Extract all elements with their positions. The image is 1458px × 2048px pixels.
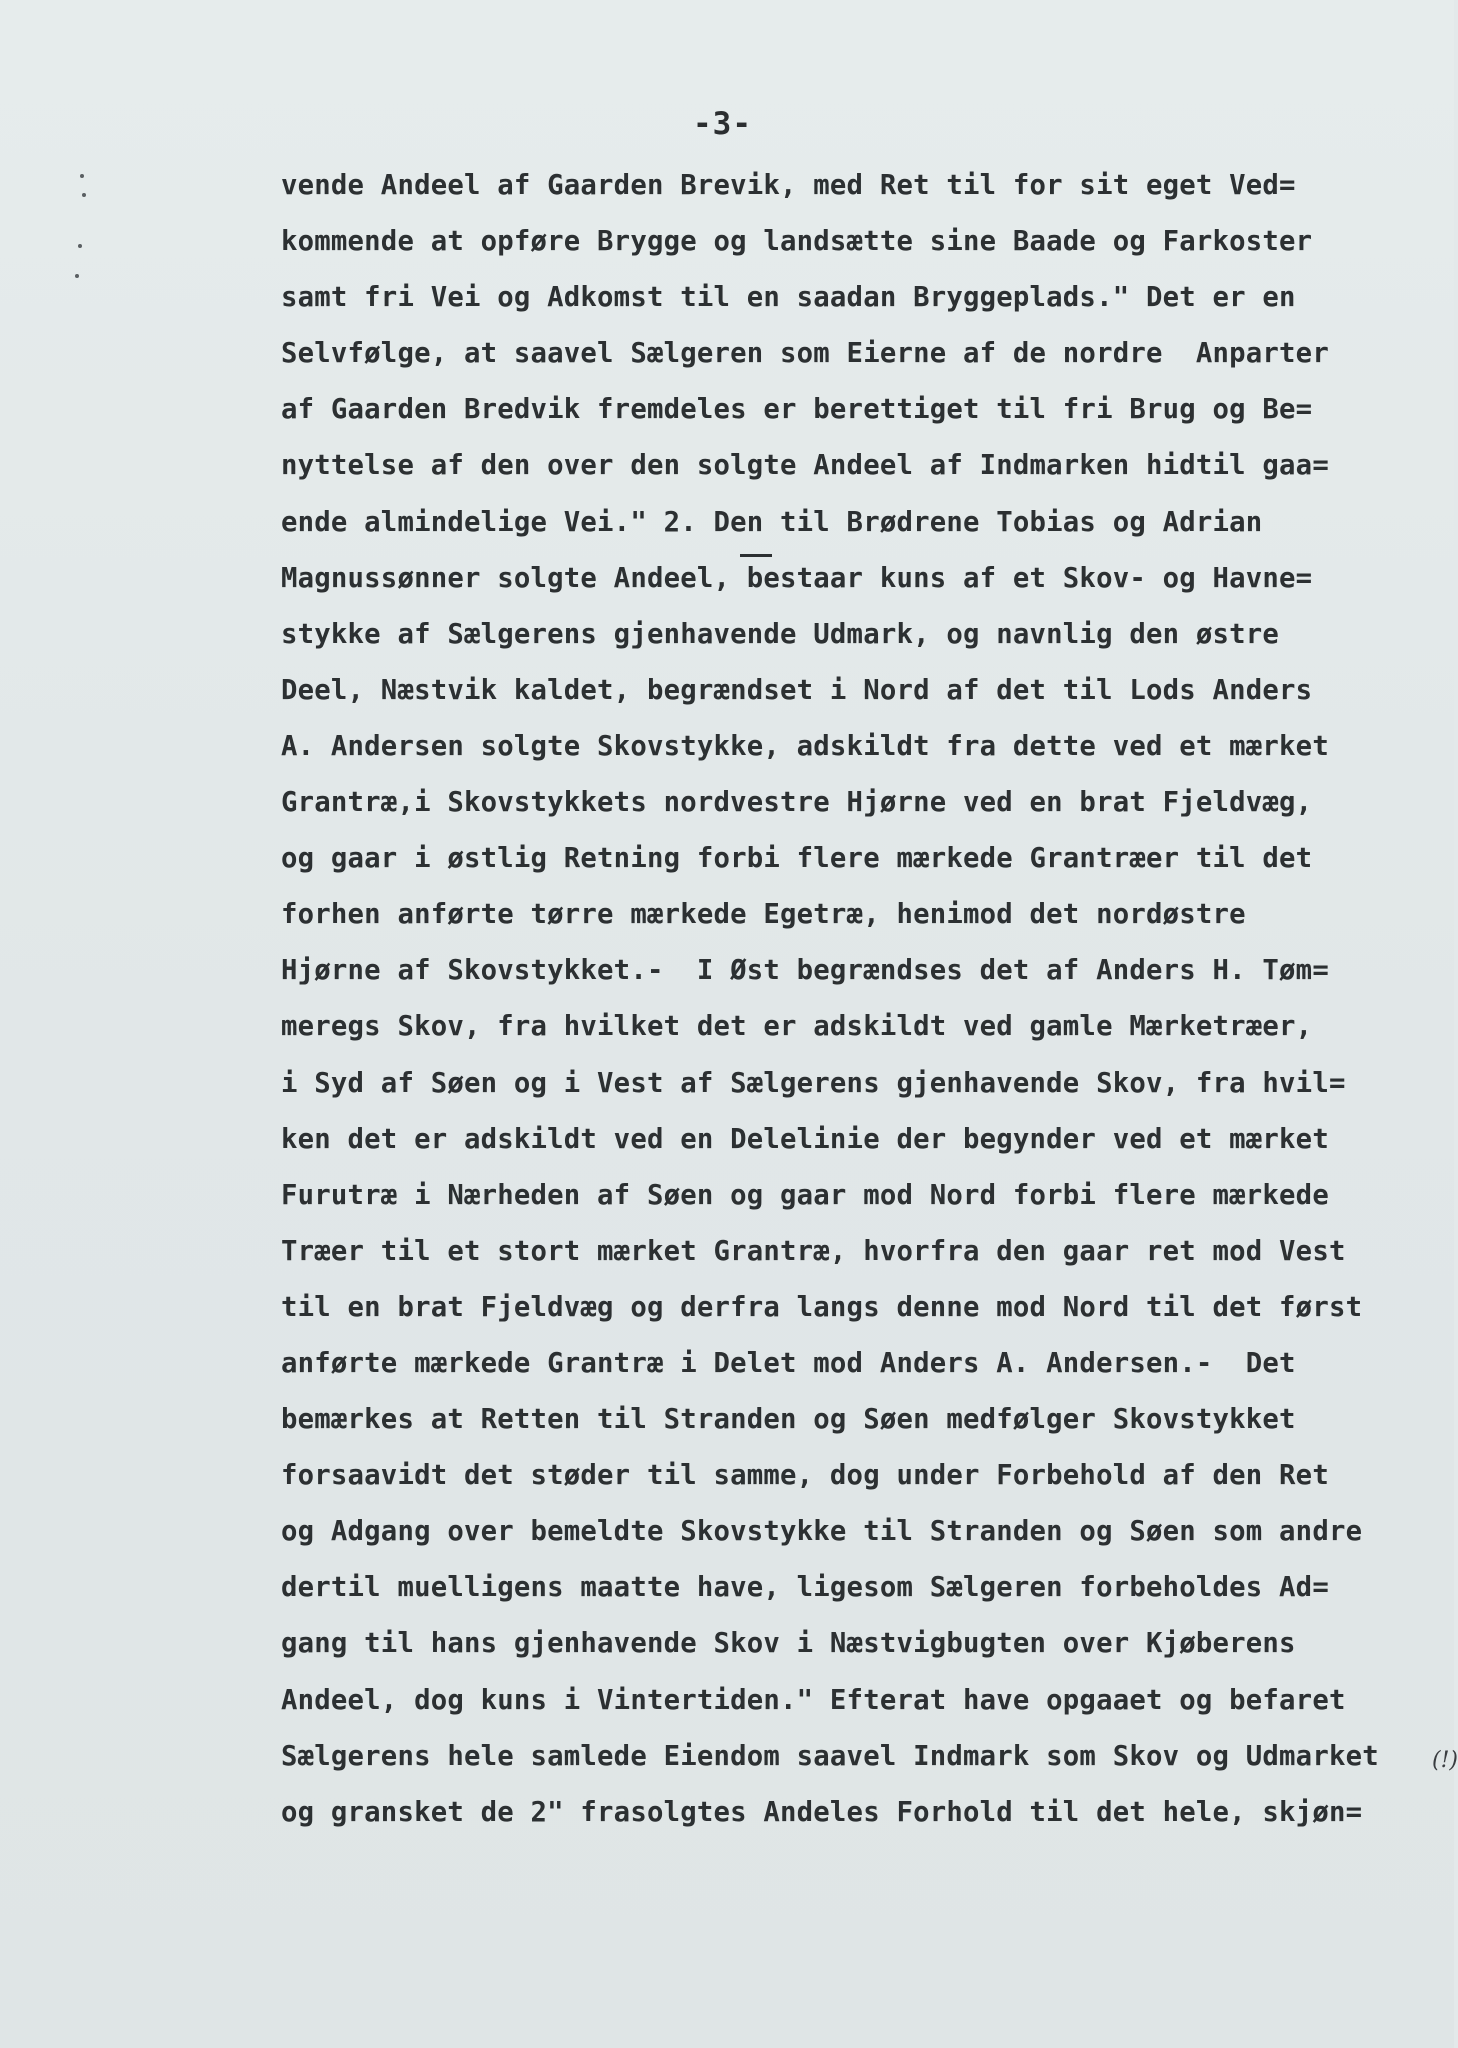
text-line: og gransket de 2" frasolgtes Andeles Forhold til det hele, skjøn= [281,1796,1363,1828]
text-line: samt fri Vei og Adkomst til en saadan Bryggeplads." Det er en [281,282,1296,314]
text-line: Magnussønner solgte Andeel, bestaar kuns af et Skov- og Havne= [281,562,1313,594]
text-line: ken det er adskildt ved en Delelinie der begynder ved et mærket [281,1123,1329,1155]
margin-note: (!) [1432,1748,1458,1773]
text-line: forsaavidt det støder til samme, dog under Forbehold af den Ret [281,1460,1329,1492]
text-line: stykke af Sælgerens gjenhavende Udmark, og navnlig den østre [281,618,1280,650]
text-line: Selvfølge, at saavel Sælgeren som Eierne af de nordre Anparter [281,338,1329,370]
margin-mark [80,174,84,178]
text-line: Furutræ i Nærheden af Søen og gaar mod Nord forbi flere mærkede [281,1179,1329,1211]
margin-mark [75,274,79,278]
text-line: Sælgerens hele samlede Eiendom saavel Indmark som Skov og Udmarket [281,1740,1379,1772]
text-line: kommende at opføre Brygge og landsætte sine Baade og Farkoster [281,226,1313,258]
body-text [281,158,1451,1841]
text-line: dertil muelligens maatte have, ligesom Sælgeren forbeholdes Ad= [281,1572,1329,1604]
text-line: A. Andersen solgte Skovstykke, adskildt fra dette ved et mærket [281,730,1329,762]
text-line: af Gaarden Bredvik fremdeles er berettiget til fri Brug og Be= [281,394,1313,426]
text-line: bemærkes at Retten til Stranden og Søen medfølger Skovstykket [281,1404,1296,1436]
text-line: Andeel, dog kuns i Vintertiden." Efterat have opgaaet og befaret [281,1684,1346,1716]
text-line: forhen anførte tørre mærkede Egetræ, henimod det nordøstre [281,899,1246,931]
text-line: nyttelse af den over den solgte Andeel af Indmarken hidtil gaa= [281,450,1329,482]
page-number: -3- [693,106,752,142]
margin-mark [78,244,82,248]
text-line: Hjørne af Skovstykket.- I Øst begrændses det af Anders H. Tøm= [281,955,1329,987]
margin-mark [82,193,86,197]
text-line: ende almindelige Vei." 2. Den til Brødrene Tobias og Adrian [281,506,1263,538]
text-line: Træer til et stort mærket Grantræ, hvorfra den gaar ret mod Vest [281,1235,1346,1267]
text-line: anførte mærkede Grantræ i Delet mod Anders A. Andersen.- Det [281,1347,1296,1379]
text-line: Grantræ,i Skovstykkets nordvestre Hjørne ved en brat Fjeldvæg, [281,787,1313,819]
text-line: Deel, Næstvik kaldet, begrændset i Nord af det til Lods Anders [281,674,1313,706]
text-line: og Adgang over bemeldte Skovstykke til Stranden og Søen som andre [281,1516,1363,1548]
text-line: og gaar i østlig Retning forbi flere mærkede Grantræer til det [281,843,1313,875]
text-line: meregs Skov, fra hvilket det er adskildt ved gamle Mærketræer, [281,1011,1313,1043]
text-line: gang til hans gjenhavende Skov i Næstvigbugten over Kjøberens [281,1628,1296,1660]
text-line: vende Andeel af Gaarden Brevik, med Ret til for sit eget Ved= [281,170,1296,201]
text-line: til en brat Fjeldvæg og derfra langs denne mod Nord til det først [281,1291,1363,1323]
handwritten-underline [740,554,772,557]
text-line: i Syd af Søen og i Vest af Sælgerens gjenhavende Skov, fra hvil= [281,1067,1346,1099]
